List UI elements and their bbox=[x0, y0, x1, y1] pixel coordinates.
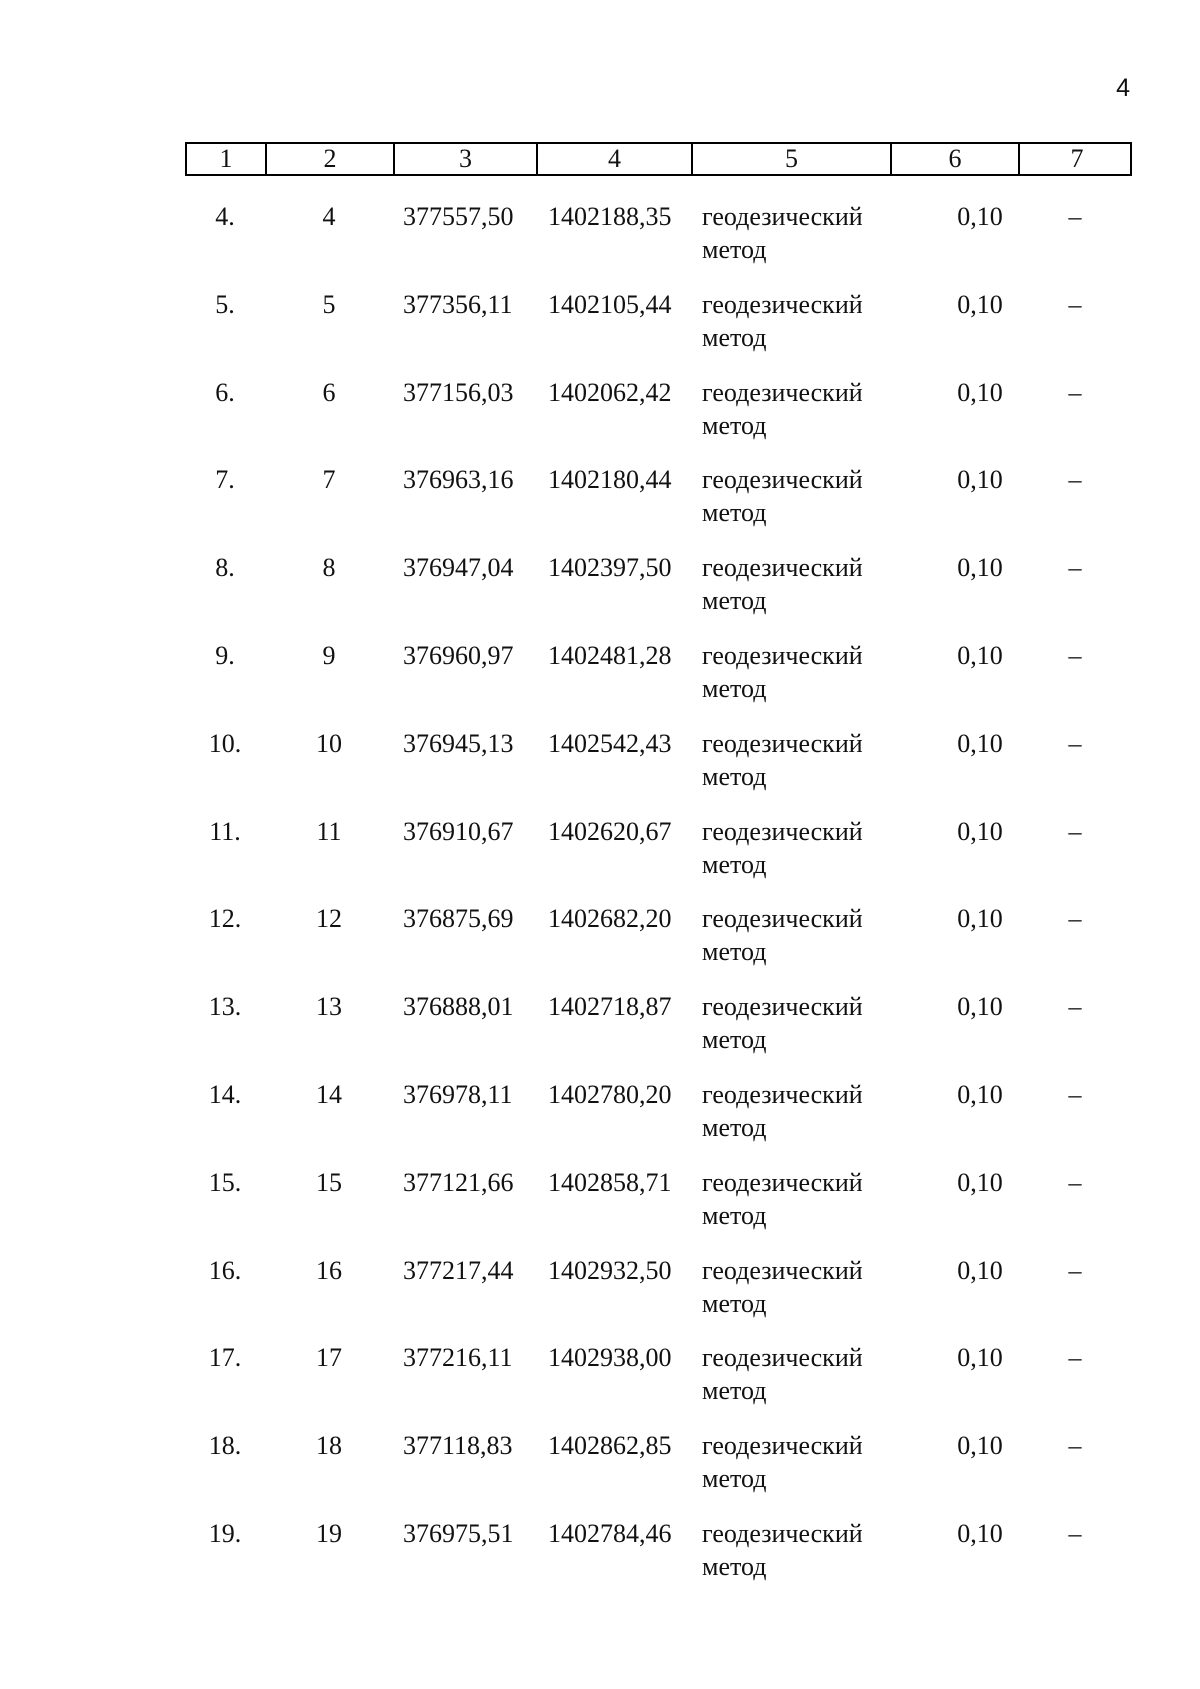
method-line-1: геодезический bbox=[702, 202, 863, 231]
method-line-1: геодезический bbox=[702, 289, 863, 319]
column-header-7: 7 bbox=[1070, 144, 1084, 173]
y-coordinate-cell: 1402062,42 bbox=[548, 377, 672, 407]
accuracy-cell: 0,10 bbox=[957, 728, 1003, 758]
method-line-2: метод bbox=[702, 1112, 767, 1142]
point-id-cell: 6 bbox=[322, 377, 336, 407]
column-header-6: 6 bbox=[892, 144, 1020, 174]
note-cell: – bbox=[1068, 992, 1082, 1022]
accuracy-cell: 0,10 bbox=[957, 202, 1003, 231]
method-cell bbox=[702, 551, 902, 617]
table-row bbox=[185, 1517, 1132, 1605]
method-cell bbox=[702, 288, 902, 354]
row-number-cell: 8. bbox=[215, 553, 235, 583]
point-id-cell: 16 bbox=[316, 1255, 342, 1285]
note-cell: – bbox=[1068, 202, 1082, 231]
method-cell bbox=[702, 376, 902, 442]
x-coordinate-cell: 377217,44 bbox=[403, 1255, 514, 1285]
accuracy-cell: 0,10 bbox=[957, 1167, 1003, 1197]
point-id-cell: 5 bbox=[322, 289, 336, 319]
point-id-cell: 19 bbox=[316, 1518, 342, 1548]
page-number: 4 bbox=[1116, 74, 1130, 102]
point-id-cell: 7 bbox=[322, 465, 336, 495]
method-cell bbox=[702, 200, 902, 266]
method-cell bbox=[702, 815, 902, 881]
table-row bbox=[185, 639, 1132, 727]
method-line-1: геодезический bbox=[702, 640, 863, 670]
row-number-cell: 18. bbox=[208, 1431, 242, 1461]
point-id-cell: 14 bbox=[316, 1079, 342, 1109]
method-line-2: метод bbox=[702, 1376, 767, 1406]
method-line-1: геодезический bbox=[702, 1167, 863, 1197]
table-row bbox=[185, 1341, 1132, 1429]
method-line-1: геодезический bbox=[702, 465, 863, 495]
method-line-2: метод bbox=[702, 586, 767, 616]
accuracy-cell: 0,10 bbox=[957, 465, 1003, 495]
method-line-2: метод bbox=[702, 1551, 767, 1581]
table-row bbox=[185, 1078, 1132, 1166]
table-row bbox=[185, 200, 1132, 288]
note-cell: – bbox=[1068, 289, 1082, 319]
method-line-1: геодезический bbox=[702, 1431, 863, 1461]
column-header-5: 5 bbox=[693, 144, 892, 174]
method-line-2: метод bbox=[702, 410, 767, 440]
coordinates-table-body bbox=[185, 200, 1132, 1605]
y-coordinate-cell: 1402682,20 bbox=[548, 904, 672, 934]
note-cell: – bbox=[1068, 1167, 1082, 1197]
accuracy-cell: 0,10 bbox=[957, 1518, 1003, 1548]
table-row bbox=[185, 288, 1132, 376]
table-row bbox=[185, 990, 1132, 1078]
point-id-cell: 4 bbox=[322, 202, 336, 231]
x-coordinate-cell: 376945,13 bbox=[403, 728, 514, 758]
method-cell bbox=[702, 1429, 902, 1495]
y-coordinate-cell: 1402718,87 bbox=[548, 992, 672, 1022]
y-coordinate-cell: 1402858,71 bbox=[548, 1167, 672, 1197]
method-line-2: метод bbox=[702, 235, 767, 264]
accuracy-cell: 0,10 bbox=[957, 1431, 1003, 1461]
method-line-2: метод bbox=[702, 849, 767, 879]
row-number-cell: 4. bbox=[215, 202, 235, 231]
note-cell: – bbox=[1068, 728, 1082, 758]
row-number-cell: 17. bbox=[208, 1343, 242, 1373]
y-coordinate-cell: 1402188,35 bbox=[548, 202, 672, 231]
point-id-cell: 11 bbox=[316, 816, 342, 846]
point-id-cell: 10 bbox=[316, 728, 342, 758]
accuracy-cell: 0,10 bbox=[957, 289, 1003, 319]
y-coordinate-cell: 1402862,85 bbox=[548, 1431, 672, 1461]
y-coordinate-cell: 1402784,46 bbox=[548, 1518, 672, 1548]
method-line-2: метод bbox=[702, 761, 767, 791]
x-coordinate-cell: 376947,04 bbox=[403, 553, 514, 583]
table-row bbox=[185, 1254, 1132, 1342]
method-cell bbox=[702, 902, 902, 968]
note-cell: – bbox=[1068, 1255, 1082, 1285]
x-coordinate-cell: 377216,11 bbox=[403, 1343, 513, 1373]
accuracy-cell: 0,10 bbox=[957, 1079, 1003, 1109]
accuracy-cell: 0,10 bbox=[957, 1343, 1003, 1373]
table-row bbox=[185, 902, 1132, 990]
method-line-2: метод bbox=[702, 1200, 767, 1230]
x-coordinate-cell: 376888,01 bbox=[403, 992, 514, 1022]
point-id-cell: 12 bbox=[316, 904, 342, 934]
method-line-2: метод bbox=[702, 1025, 767, 1055]
method-line-1: геодезический bbox=[702, 377, 863, 407]
method-line-2: метод bbox=[702, 673, 767, 703]
y-coordinate-cell: 1402620,67 bbox=[548, 816, 672, 846]
table-row bbox=[185, 551, 1132, 639]
method-line-1: геодезический bbox=[702, 728, 863, 758]
note-cell: – bbox=[1068, 553, 1082, 583]
method-line-2: метод bbox=[702, 937, 767, 967]
x-coordinate-cell: 376960,97 bbox=[403, 640, 514, 670]
method-line-1: геодезический bbox=[702, 816, 863, 846]
y-coordinate-cell: 1402105,44 bbox=[548, 289, 672, 319]
row-number-cell: 12. bbox=[208, 904, 242, 934]
row-number-cell: 14. bbox=[208, 1079, 242, 1109]
table-row bbox=[185, 727, 1132, 815]
note-cell: – bbox=[1068, 377, 1082, 407]
accuracy-cell: 0,10 bbox=[957, 992, 1003, 1022]
y-coordinate-cell: 1402180,44 bbox=[548, 465, 672, 495]
method-cell bbox=[702, 1341, 902, 1407]
note-cell: – bbox=[1068, 816, 1082, 846]
method-cell bbox=[702, 727, 902, 793]
method-line-2: метод bbox=[702, 498, 767, 528]
x-coordinate-cell: 377118,83 bbox=[403, 1431, 513, 1461]
method-cell bbox=[702, 1166, 902, 1232]
x-coordinate-cell: 377121,66 bbox=[403, 1167, 514, 1197]
y-coordinate-cell: 1402542,43 bbox=[548, 728, 672, 758]
x-coordinate-cell: 377156,03 bbox=[403, 377, 514, 407]
method-line-1: геодезический bbox=[702, 904, 863, 934]
column-header-4: 4 bbox=[538, 144, 693, 174]
y-coordinate-cell: 1402780,20 bbox=[548, 1079, 672, 1109]
row-number-cell: 9. bbox=[215, 640, 235, 670]
method-cell bbox=[702, 639, 902, 705]
table-row bbox=[185, 1166, 1132, 1254]
y-coordinate-cell: 1402481,28 bbox=[548, 640, 672, 670]
row-number-cell: 5. bbox=[215, 289, 235, 319]
accuracy-cell: 0,10 bbox=[957, 904, 1003, 934]
x-coordinate-cell: 377356,11 bbox=[403, 289, 513, 319]
x-coordinate-cell: 376978,11 bbox=[403, 1079, 513, 1109]
x-coordinate-cell: 376975,51 bbox=[403, 1518, 514, 1548]
column-header-1: 1 bbox=[187, 144, 267, 174]
method-cell bbox=[702, 463, 902, 529]
table-row bbox=[185, 1429, 1132, 1517]
row-number-cell: 16. bbox=[208, 1255, 242, 1285]
method-line-1: геодезический bbox=[702, 992, 863, 1022]
y-coordinate-cell: 1402932,50 bbox=[548, 1255, 672, 1285]
note-cell: – bbox=[1068, 1079, 1082, 1109]
row-number-cell: 11. bbox=[209, 816, 241, 846]
point-id-cell: 9 bbox=[322, 640, 336, 670]
accuracy-cell: 0,10 bbox=[957, 1255, 1003, 1285]
column-header-2: 2 bbox=[267, 144, 395, 174]
method-line-2: метод bbox=[702, 1288, 767, 1318]
accuracy-cell: 0,10 bbox=[957, 553, 1003, 583]
method-line-2: метод bbox=[702, 322, 767, 352]
table-row bbox=[185, 376, 1132, 464]
x-coordinate-cell: 377557,50 bbox=[403, 202, 514, 231]
table-row bbox=[185, 463, 1132, 551]
note-cell: – bbox=[1068, 1343, 1082, 1373]
method-line-2: метод bbox=[702, 1464, 767, 1494]
row-number-cell: 13. bbox=[208, 992, 242, 1022]
row-number-cell: 10. bbox=[208, 728, 242, 758]
x-coordinate-cell: 376875,69 bbox=[403, 904, 514, 934]
note-cell: – bbox=[1068, 640, 1082, 670]
y-coordinate-cell: 1402397,50 bbox=[548, 553, 672, 583]
point-id-cell: 8 bbox=[322, 553, 336, 583]
note-cell: – bbox=[1068, 1518, 1082, 1548]
method-line-1: геодезический bbox=[702, 1518, 863, 1548]
row-number-cell: 19. bbox=[208, 1518, 242, 1548]
point-id-cell: 13 bbox=[316, 992, 342, 1022]
point-id-cell: 17 bbox=[316, 1343, 342, 1373]
x-coordinate-cell: 376910,67 bbox=[403, 816, 514, 846]
table-header-row bbox=[185, 142, 1132, 176]
point-id-cell: 15 bbox=[316, 1167, 342, 1197]
method-cell bbox=[702, 990, 902, 1056]
method-line-1: геодезический bbox=[702, 553, 863, 583]
method-cell bbox=[702, 1254, 902, 1320]
accuracy-cell: 0,10 bbox=[957, 816, 1003, 846]
method-line-1: геодезический bbox=[702, 1079, 863, 1109]
column-header-3: 3 bbox=[395, 144, 538, 174]
accuracy-cell: 0,10 bbox=[957, 377, 1003, 407]
method-line-1: геодезический bbox=[702, 1255, 863, 1285]
method-cell bbox=[702, 1517, 902, 1583]
point-id-cell: 18 bbox=[316, 1431, 342, 1461]
note-cell: – bbox=[1068, 465, 1082, 495]
method-line-1: геодезический bbox=[702, 1343, 863, 1373]
note-cell: – bbox=[1068, 904, 1082, 934]
note-cell: – bbox=[1068, 1431, 1082, 1461]
x-coordinate-cell: 376963,16 bbox=[403, 465, 514, 495]
method-cell bbox=[702, 1078, 902, 1144]
table-row bbox=[185, 815, 1132, 903]
row-number-cell: 7. bbox=[215, 465, 235, 495]
y-coordinate-cell: 1402938,00 bbox=[548, 1343, 672, 1373]
row-number-cell: 6. bbox=[215, 377, 235, 407]
accuracy-cell: 0,10 bbox=[957, 640, 1003, 670]
row-number-cell: 15. bbox=[208, 1167, 242, 1197]
